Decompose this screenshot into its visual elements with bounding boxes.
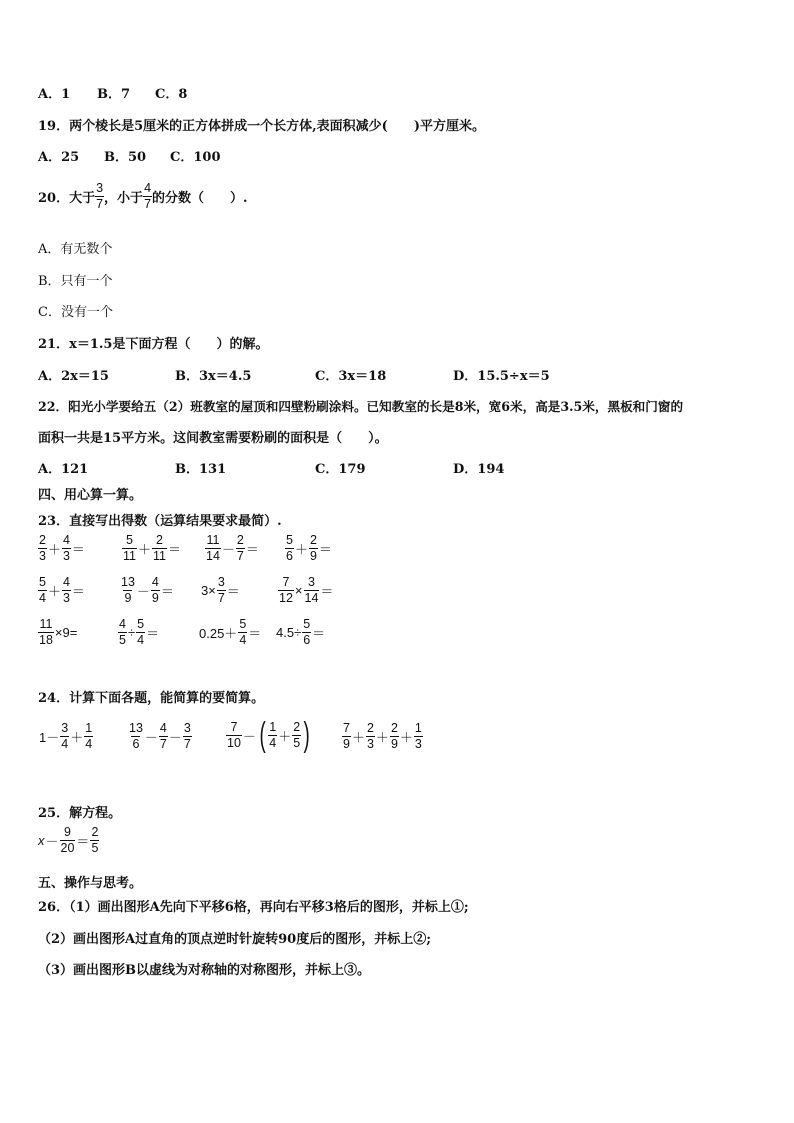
den: 4	[85, 736, 93, 751]
operator: ＋	[375, 729, 389, 745]
equals: ＝	[318, 541, 332, 557]
operator: ×	[294, 582, 303, 598]
num: 1	[414, 721, 422, 735]
q24-expr-3	[226, 718, 313, 752]
den: 12	[279, 590, 293, 605]
den: 4	[269, 735, 277, 750]
den: 7	[217, 590, 225, 605]
q20-option-a: A．有无数个	[38, 242, 113, 257]
q20-fraction-1	[95, 182, 104, 210]
q22-line-2: 面积一共是15平方米。这间教室需要粉刷的面积是（ ）。	[38, 431, 388, 446]
den: 5	[293, 735, 301, 750]
den: 3	[62, 590, 70, 605]
num: 3	[217, 575, 225, 589]
operator: ＋	[70, 729, 84, 745]
den: 9	[309, 548, 317, 563]
num: 2	[293, 720, 301, 734]
operator: ÷	[127, 624, 136, 640]
q25-equation	[38, 826, 99, 854]
q23-r1-expr-2	[122, 534, 182, 562]
q20-option-c: C．没有一个	[38, 305, 113, 320]
q23-r2-expr-1	[38, 576, 86, 604]
den: 9	[151, 590, 159, 605]
operator: －	[144, 729, 158, 745]
den: 10	[227, 735, 241, 750]
q21-option-c: C．3x＝18	[315, 369, 387, 384]
q23-r3-expr-2	[118, 618, 160, 646]
den: 4	[61, 736, 69, 751]
right-paren: )	[303, 716, 310, 754]
q24-title: 24．计算下面各题，能简算的要简算。	[38, 691, 265, 706]
operator: ＋	[399, 729, 413, 745]
equals: ＝	[71, 541, 85, 557]
den: 9	[124, 590, 132, 605]
q20-f1-den: 7	[96, 196, 104, 211]
q23-r2-expr-3	[200, 576, 241, 604]
num: 3	[183, 721, 191, 735]
q23-r1-expr-1	[38, 534, 86, 562]
equals: ＝	[248, 625, 262, 641]
equals: ＝	[245, 541, 259, 557]
operator: －	[136, 583, 150, 599]
q25-title: 25．解方程。	[38, 806, 122, 821]
q19-text: 19．两个棱长是5厘米的正方体拼成一个长方体,表面积减少( )平方厘米。	[38, 119, 485, 134]
q23-r1-expr-4	[285, 534, 333, 562]
q23-r2-expr-4	[278, 576, 334, 604]
q21-option-a: A．2x＝15	[38, 369, 109, 384]
num: 7	[282, 575, 290, 589]
operator: ＋	[294, 541, 308, 557]
den: 20	[60, 840, 75, 855]
q20-fraction-2	[143, 182, 152, 210]
q20-prefix: 20．大于	[38, 190, 96, 206]
den: 4	[39, 590, 46, 605]
equals: ＝	[320, 583, 334, 599]
operator: 3×	[201, 582, 216, 598]
num: 5	[239, 617, 247, 631]
operator: －	[45, 833, 59, 849]
q23-r2-expr-2	[120, 576, 175, 604]
den: 3	[414, 736, 422, 751]
q21-option-d: D．15.5÷x＝5	[453, 369, 550, 384]
den: 7	[159, 736, 167, 751]
operator: ＋	[278, 728, 292, 744]
operator: ＋	[137, 541, 151, 557]
den: 14	[206, 548, 220, 563]
operator: －	[242, 728, 256, 744]
section-5-heading: 五、操作与思考。	[38, 876, 143, 891]
num: 3	[307, 575, 315, 589]
num: 5	[286, 533, 293, 547]
q23-r3-expr-3	[198, 618, 262, 646]
q20-text	[38, 182, 248, 210]
operator: 0.25＋	[199, 625, 238, 641]
num: 3	[61, 721, 69, 735]
q20-f2-num: 4	[144, 181, 152, 195]
num: 7	[343, 721, 350, 735]
den: 14	[304, 590, 319, 605]
num: 2	[309, 533, 317, 547]
num: 1	[269, 720, 277, 734]
num: 5	[126, 533, 133, 547]
den: 4	[239, 632, 247, 647]
den: 18	[39, 632, 53, 647]
operator: －	[168, 729, 182, 745]
num: 2	[156, 533, 163, 547]
den: 6	[303, 632, 311, 647]
den: 7	[236, 548, 244, 563]
operator: ＋	[47, 541, 61, 557]
num: 11	[39, 617, 53, 631]
equals: ＝	[71, 583, 85, 599]
q20-suffix: 的分数（ ）.	[152, 190, 248, 206]
q21-text: 21．x＝1.5是下面方程（ ）的解。	[38, 337, 269, 352]
q20-f1-num: 3	[96, 181, 104, 195]
num: 2	[236, 533, 244, 547]
num: 13	[129, 721, 143, 735]
q26-line-2: （2）画出图形A过直角的顶点逆时针旋转90度后的图形，并标上②;	[38, 932, 432, 947]
q23-r1-expr-3	[205, 534, 260, 562]
q24-expr-2	[128, 722, 192, 750]
den: 9	[390, 736, 398, 751]
q22-option-d: D．194	[453, 462, 505, 477]
num: 4	[62, 533, 70, 547]
den: 3	[39, 548, 46, 563]
q19-option-a: A．25	[38, 150, 80, 165]
q18-option-a: A．1	[38, 87, 71, 102]
num: 5	[39, 575, 46, 589]
den: 4	[137, 632, 145, 647]
den: 3	[366, 736, 374, 751]
q18-option-c: C．8	[155, 87, 188, 102]
num: 5	[303, 617, 311, 631]
operator: －	[221, 541, 235, 557]
equals: ＝	[76, 833, 90, 849]
den: 6	[132, 736, 140, 751]
den: 9	[343, 736, 350, 751]
equals: ＝	[312, 625, 326, 641]
num: 2	[366, 721, 374, 735]
q20-middle: ，小于	[104, 190, 144, 206]
num: 9	[63, 825, 71, 839]
equals: ＝	[226, 583, 240, 599]
num: 2	[390, 721, 398, 735]
den: 3	[62, 548, 70, 563]
q18-option-b: B．7	[97, 87, 131, 102]
q26-line-3: （3）画出图形B以虚线为对称轴的对称图形，并标上③。	[38, 963, 371, 978]
q22-line-1: 22．阳光小学要给五（2）班教室的屋顶和四壁粉刷涂料。已知教室的长是8米，宽6米，高是3.5米，黑板和门窗的	[38, 399, 684, 414]
equals: ＝	[160, 583, 174, 599]
operator: 1－	[39, 729, 60, 745]
equals: ＝	[167, 541, 181, 557]
q19-option-b: B．50	[104, 150, 147, 165]
equals: ＝	[146, 625, 160, 641]
num: 4	[151, 575, 159, 589]
q22-option-b: B．131	[175, 462, 227, 477]
den: 6	[286, 548, 293, 563]
q26-line-1: 26．（1）画出图形A先向下平移6格，再向右平移3格后的图形，并标上①;	[38, 900, 469, 915]
section-4-heading: 四、用心算一算。	[38, 488, 143, 503]
q22-option-c: C．179	[315, 462, 366, 477]
num: 4	[159, 721, 167, 735]
q23-r3-expr-4	[275, 618, 326, 646]
q23-r3-expr-1	[38, 618, 78, 646]
num: 1	[85, 721, 93, 735]
q24-expr-1	[38, 722, 93, 750]
num: 2	[91, 825, 99, 839]
num: 13	[121, 575, 135, 589]
variable-x: x	[38, 832, 45, 848]
operator: ×9=	[54, 624, 78, 640]
num: 7	[230, 720, 238, 734]
num: 4	[119, 617, 126, 631]
q19-option-c: C．100	[170, 150, 221, 165]
num: 2	[39, 533, 46, 547]
den: 5	[91, 840, 99, 855]
operator: 4.5÷	[276, 624, 302, 640]
left-paren: (	[259, 716, 266, 754]
operator: ＋	[351, 729, 365, 745]
num: 5	[137, 617, 145, 631]
den: 5	[119, 632, 126, 647]
operator: ＋	[47, 583, 61, 599]
q22-option-a: A．121	[38, 462, 89, 477]
den: 11	[123, 548, 136, 563]
num: 4	[62, 575, 70, 589]
num: 11	[206, 533, 220, 547]
q20-f2-den: 7	[144, 196, 152, 211]
den: 7	[183, 736, 191, 751]
q21-option-b: B．3x＝4.5	[175, 369, 252, 384]
q23-title: 23．直接写出得数（运算结果要求最简）.	[38, 514, 282, 529]
den: 11	[153, 548, 166, 563]
q20-option-b: B．只有一个	[38, 274, 113, 289]
q24-expr-4	[342, 722, 423, 750]
